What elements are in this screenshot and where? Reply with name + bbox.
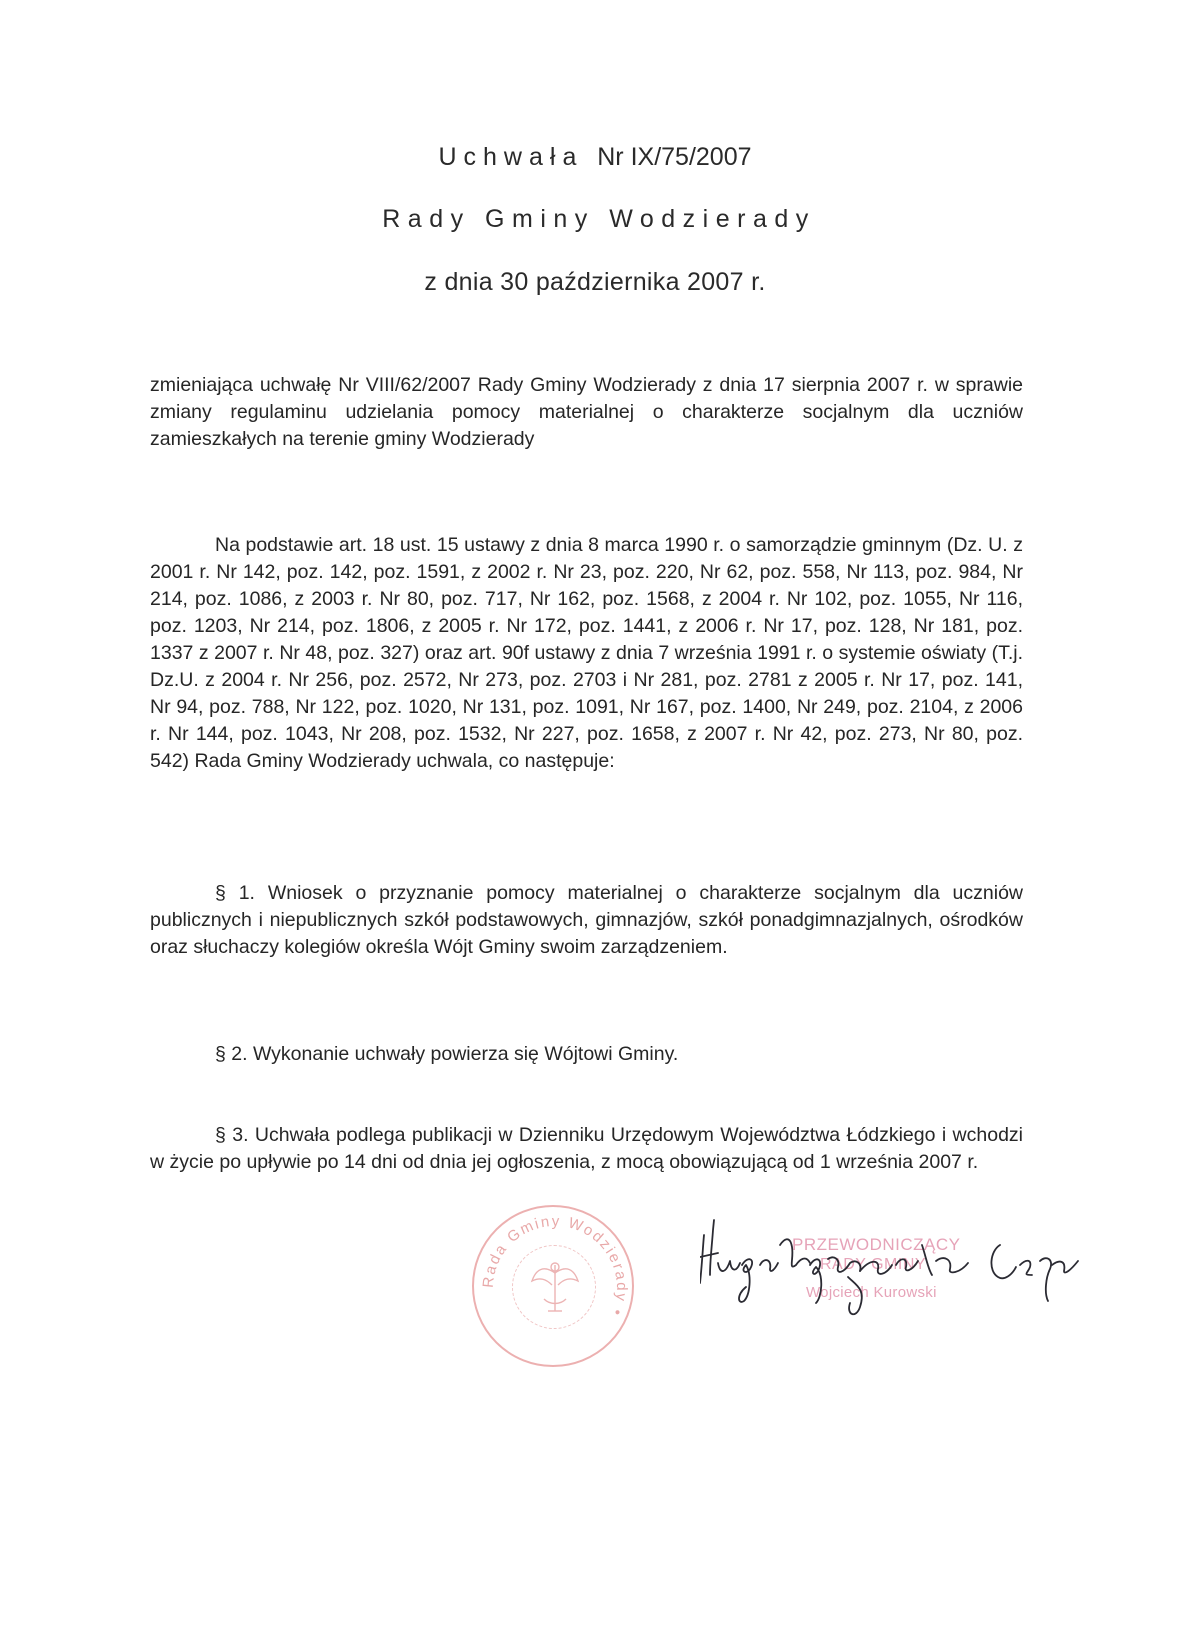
resolution-date: z dnia 30 października 2007 r. — [424, 268, 766, 296]
handwritten-signature — [700, 1215, 1120, 1335]
resolution-number: Nr IX/75/2007 — [597, 143, 752, 171]
section-3: § 3. Uchwała podlega publikacji w Dzienniku Urzędowym Województwa Łódzkiego i wchodzi w życie po upływie po 14 dni od dnia jej ogłoszenia, z mocą obowiązującą od 1 września 2007 r. — [150, 1123, 1023, 1173]
legal-basis: Na podstawie art. 18 ust. 15 ustawy z dnia 8 marca 1990 r. o samorządzie gminnym (Dz. U. z 2001 r. Nr 142, poz. 142, poz. 1591, z 2002 r. Nr 23, poz. 220, Nr 62, poz. 558, Nr 113, poz. 984, Nr 214, poz. 1086, z 2003 r. Nr 80, poz. 717, Nr 162, poz. 1568, z 2004 r. Nr 102, poz. 1055, Nr 116, poz. 1203, Nr 214, poz. 1806, z 2005 r. Nr 172, poz. 1441, z 2006 r. Nr 17, poz. 128, Nr 181, poz. 1337 z 2007 r. Nr 48, poz. 327) oraz art. 90f ustawy z dnia 7 września 1991 r. o systemie oświaty (T.j. Dz.U. z 2004 r. Nr 256, poz. 2572, Nr 273, poz. 2703 i Nr 281, poz. 2781 z 2005 r. Nr 17, poz. 141, Nr 94, poz. 788, Nr 122, poz. 1020, Nr 131, poz. 1091, Nr 167, poz. 1400, Nr 249, poz. 2104, z 2006 r. Nr 144, poz. 1043, Nr 208, poz. 1532, Nr 227, poz. 1658, z 2007 r. Nr 42, poz. 273, Nr 80, poz. 542) Rada Gminy Wodzierady uchwala, co następuje: — [150, 533, 1023, 772]
stamp-ring-text: Rada Gminy Wodzierady • — [479, 1212, 631, 1320]
resolution-title — [0, 143, 1190, 172]
official-round-stamp — [472, 1205, 634, 1367]
chairman-name: Wojciech Kurowski — [806, 1284, 937, 1301]
council-name: Rady Gminy Wodzierady — [382, 205, 816, 233]
section-2: § 2. Wykonanie uchwały powierza się Wójtowi Gminy. — [215, 1042, 679, 1065]
resolution-title-word: Uchwała — [438, 143, 584, 171]
chairman-title: PRZEWODNICZĄCY — [792, 1235, 961, 1254]
stamp-inner-ring — [512, 1245, 596, 1329]
chairman-org: RADY GMINY — [820, 1256, 927, 1273]
section-1: § 1. Wniosek o przyznanie pomocy materialnej o charakterze socjalnym dla uczniów publicznych i niepublicznych szkół podstawowych, gimnazjów, szkół ponadgimnazjalnych, ośrodków oraz słuchaczy kolegiów określa Wójt Gminy swoim zarządzeniem. — [150, 881, 1023, 958]
resolution-subject: zmieniająca uchwałę Nr VIII/62/2007 Rady Gminy Wodzierady z dnia 17 sierpnia 2007 r. w sprawie zmiany regulaminu udzielania pomocy materialnej o charakterze socjalnym dla uczniów zamieszkałych na terenie gminy Wodzierady — [150, 373, 1023, 450]
